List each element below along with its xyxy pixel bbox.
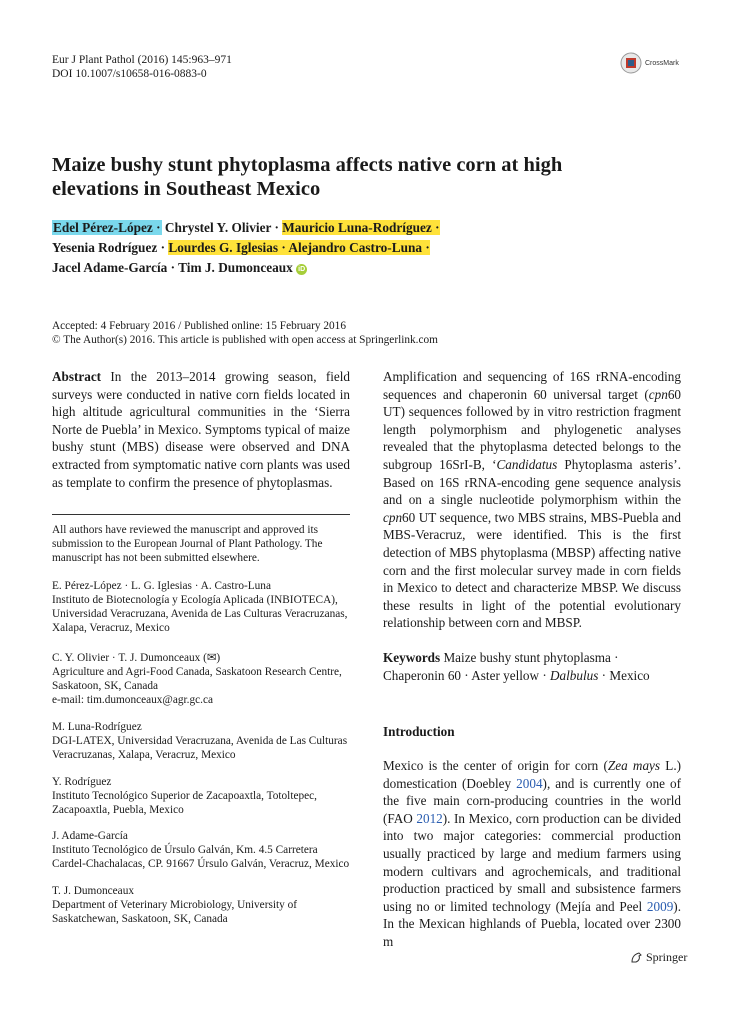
affiliation-names: T. J. Dumonceaux (52, 885, 134, 897)
affiliation-names: E. Pérez-López · L. G. Iglesias · A. Castro-Luna (52, 580, 271, 592)
footnote-divider (52, 514, 350, 515)
journal-line: Eur J Plant Pathol (2016) 145:963–971 (52, 54, 232, 66)
affiliation-block: E. Pérez-López · L. G. Iglesias · A. Castro-Luna Instituto de Biotecnología y Ecología Aplicada (INBIOTECA), Universidad Veracruzana, Avenida de Las Culturas Veracruzanas, Xalapa, Veracruz, Mexico (52, 579, 362, 635)
email-link[interactable]: e-mail: tim.dumonceaux@agr.gc.ca (52, 694, 213, 706)
keywords-label: Keywords (383, 650, 441, 665)
affiliation-block: T. J. Dumonceaux Department of Veterinary Microbiology, University of Saskatchewan, Saskatoon, SK, Canada (52, 884, 362, 926)
citation-link[interactable]: 2004 (516, 775, 543, 791)
copyright-icon: © (52, 334, 61, 346)
publication-dates (52, 319, 672, 347)
author-rodriguez[interactable]: Yesenia Rodríguez · (52, 240, 169, 255)
affiliation-block: J. Adame-García Instituto Tecnológico de Úrsulo Galván, Km. 4.5 Carretera Cardel-Chachalacas, CP. 91667 Úrsulo Galván, Veracruz, Mexico (52, 829, 362, 871)
affiliation-block: M. Luna-Rodríguez DGI-LATEX, Universidad Veracruzana, Avenida de Las Culturas Veracruzanas, Xalapa, Veracruz, Mexico (52, 720, 362, 762)
doi[interactable]: DOI 10.1007/s10658-016-0883-0 (52, 68, 207, 80)
copyright-line: © The Author(s) 2016. This article is published with open access at Springerlink.com (52, 334, 438, 346)
author-luna-rodriguez[interactable]: Mauricio Luna-Rodríguez · (282, 220, 440, 235)
author-olivier[interactable]: Chrystel Y. Olivier · (161, 220, 283, 235)
abstract-label: Abstract (52, 369, 102, 384)
author-list (52, 218, 652, 278)
crossmark-badge[interactable] (620, 52, 679, 74)
citation-link[interactable]: 2012 (416, 810, 443, 826)
author-perez-lopez[interactable]: Edel Pérez-López · (53, 220, 161, 235)
accepted-date: Accepted: 4 February 2016 / Published online: 15 February 2016 (52, 320, 346, 332)
publisher-name: Springer (646, 950, 688, 964)
affiliation-names: J. Adame-García (52, 830, 128, 842)
author-adame-dumonceaux[interactable]: Jacel Adame-García · Tim J. Dumonceaux (52, 260, 293, 275)
springer-horse-icon (630, 951, 643, 964)
article-title: Maize bushy stunt phytoplasma affects native corn at high elevations in Southeast Mexico (52, 154, 563, 200)
orcid-icon[interactable]: iD (298, 266, 306, 273)
section-heading: Introduction (383, 724, 455, 739)
affiliation-names: Y. Rodríguez (52, 776, 112, 788)
submission-note: All authors have reviewed the manuscript and approved its submission to the European Journal of Plant Pathology. The manuscript has not been submitted elsewhere. (52, 524, 323, 564)
publisher-logo (630, 950, 687, 965)
abstract-continued: Amplification and sequencing of 16S rRNA-encoding sequences and chaperonin 60 universal target (cpn60 UT) sequences followed by in vitro restriction fragment length polymorphism and phylogenetic analyses revealed that the phytoplasma detected belongs to the subgroup 16SrI-B, ‘Candidatus Phytoplasma asteris’. Based on 16S rRNA-encoding gene sequence analysis and on a single nucleotide polymorphism within the cpn60 UT sequence, two MBS strains, MBS-Puebla and MBS-Veracruz, were identified. This is the first detection of MBS phytoplasma (MBSP) affecting native corn and the first molecular survey made in corn fields in Mexico to detect and characterize MBSP. We discuss these results in light of the potential evolutionary relationship between corn and MBSP. (383, 369, 681, 631)
affiliation-block: Y. Rodríguez Instituto Tecnológico Superior de Zacapoaxtla, Totoltepec, Zacapoaxtla, Puebla, Mexico (52, 775, 362, 817)
affiliation-names: M. Luna-Rodríguez (52, 721, 142, 733)
abstract-text: In the 2013–2014 growing season, field surveys were conducted in native corn fields located in high altitude agricultural communities in the ‘Sierra Norte de Puebla’ in Mexico. Symptoms typical of maize bushy stunt (MBS) disease were observed and DNA extracted from symptomatic native corn plants was used as template to confirm the presence of phytoplasmas. (52, 369, 350, 490)
abstract (52, 368, 350, 491)
affiliation-block: C. Y. Olivier · T. J. Dumonceaux (✉) Agriculture and Agri-Food Canada, Saskatoon Research Centre, Saskatoon, SK, Canada e-mail: tim.dumonceaux@agr.gc.ca (52, 651, 362, 707)
journal-citation (52, 53, 232, 81)
keywords: Keywords Maize bushy stunt phytoplasma · Chaperonin 60 · Aster yellow · Dalbulus · Mexico (383, 650, 650, 683)
citation-link[interactable]: 2009 (646, 898, 674, 914)
crossmark-label: CrossMark (645, 59, 679, 67)
affiliation-names: C. Y. Olivier · T. J. Dumonceaux (✉) (52, 652, 221, 664)
introduction-text: Mexico is the center of origin for corn (Zea mays L.) domestication (Doebley 2004), and is currently one of the five main corn-producing countries in the world (FAO 2012). In Mexico, corn production can be divided into two major categories: commercial production usually practiced by large and medium farmers using modern cultivars and agrochemicals, and traditional production practiced by small and subsistence farmers using no or limited technology (Mejía and Peel 2009). In the Mexican highlands of Puebla, located over 2300 m (383, 758, 682, 949)
author-iglesias-castro-luna[interactable]: Lourdes G. Iglesias · Alejandro Castro-Luna · (168, 240, 430, 255)
crossmark-icon (620, 52, 642, 74)
